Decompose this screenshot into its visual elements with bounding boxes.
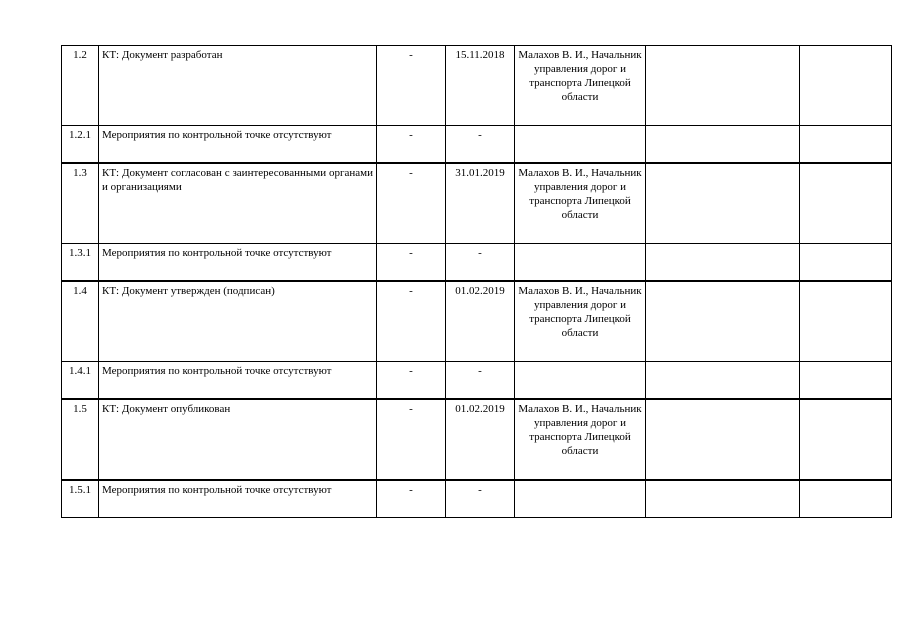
row-start: - [377, 163, 446, 244]
row-start: - [377, 244, 446, 282]
row-empty-cell [646, 163, 800, 244]
row-name: Мероприятия по контрольной точке отсутствуют [99, 480, 377, 518]
row-empty-cell [800, 46, 892, 126]
row-number: 1.4 [62, 281, 99, 362]
row-number: 1.5.1 [62, 480, 99, 518]
row-responsible: Малахов В. И., Начальник управления дорог и транспорта Липецкой области [515, 399, 646, 480]
row-start: - [377, 399, 446, 480]
row-empty-cell [800, 163, 892, 244]
row-number: 1.3.1 [62, 244, 99, 282]
row-number: 1.5 [62, 399, 99, 480]
table-row [62, 480, 892, 518]
row-number: 1.3 [62, 163, 99, 244]
row-responsible [515, 362, 646, 400]
table-row [62, 362, 892, 400]
row-start: - [377, 362, 446, 400]
row-empty-cell [646, 362, 800, 400]
row-responsible [515, 126, 646, 164]
table-row [62, 399, 892, 480]
row-empty-cell [646, 46, 800, 126]
row-name: КТ: Документ утвержден (подписан) [99, 281, 377, 362]
row-responsible: Малахов В. И., Начальник управления дорог и транспорта Липецкой области [515, 163, 646, 244]
row-empty-cell [646, 480, 800, 518]
row-name: КТ: Документ согласован с заинтересованными органами и организациями [99, 163, 377, 244]
row-start: - [377, 281, 446, 362]
row-date: - [446, 362, 515, 400]
row-start: - [377, 126, 446, 164]
row-empty-cell [800, 281, 892, 362]
row-number: 1.4.1 [62, 362, 99, 400]
row-responsible [515, 480, 646, 518]
row-date: - [446, 480, 515, 518]
row-empty-cell [646, 281, 800, 362]
row-number: 1.2 [62, 46, 99, 126]
row-empty-cell [800, 362, 892, 400]
row-responsible: Малахов В. И., Начальник управления дорог и транспорта Липецкой области [515, 46, 646, 126]
table-row [62, 244, 892, 282]
row-date: 01.02.2019 [446, 281, 515, 362]
row-empty-cell [646, 126, 800, 164]
row-date: - [446, 126, 515, 164]
row-name: Мероприятия по контрольной точке отсутствуют [99, 362, 377, 400]
row-date: - [446, 244, 515, 282]
row-start: - [377, 480, 446, 518]
row-name: Мероприятия по контрольной точке отсутствуют [99, 126, 377, 164]
row-number: 1.2.1 [62, 126, 99, 164]
row-name: КТ: Документ опубликован [99, 399, 377, 480]
table-row [62, 126, 892, 164]
row-date: 01.02.2019 [446, 399, 515, 480]
row-empty-cell [800, 244, 892, 282]
row-name: КТ: Документ разработан [99, 46, 377, 126]
row-empty-cell [800, 399, 892, 480]
row-empty-cell [800, 480, 892, 518]
row-empty-cell [800, 126, 892, 164]
control-points-table [61, 45, 892, 518]
table-row [62, 46, 892, 126]
row-empty-cell [646, 244, 800, 282]
row-responsible: Малахов В. И., Начальник управления дорог и транспорта Липецкой области [515, 281, 646, 362]
table-row [62, 281, 892, 362]
row-start: - [377, 46, 446, 126]
row-date: 31.01.2019 [446, 163, 515, 244]
row-date: 15.11.2018 [446, 46, 515, 126]
row-empty-cell [646, 399, 800, 480]
row-responsible [515, 244, 646, 282]
table-row [62, 163, 892, 244]
row-name: Мероприятия по контрольной точке отсутствуют [99, 244, 377, 282]
